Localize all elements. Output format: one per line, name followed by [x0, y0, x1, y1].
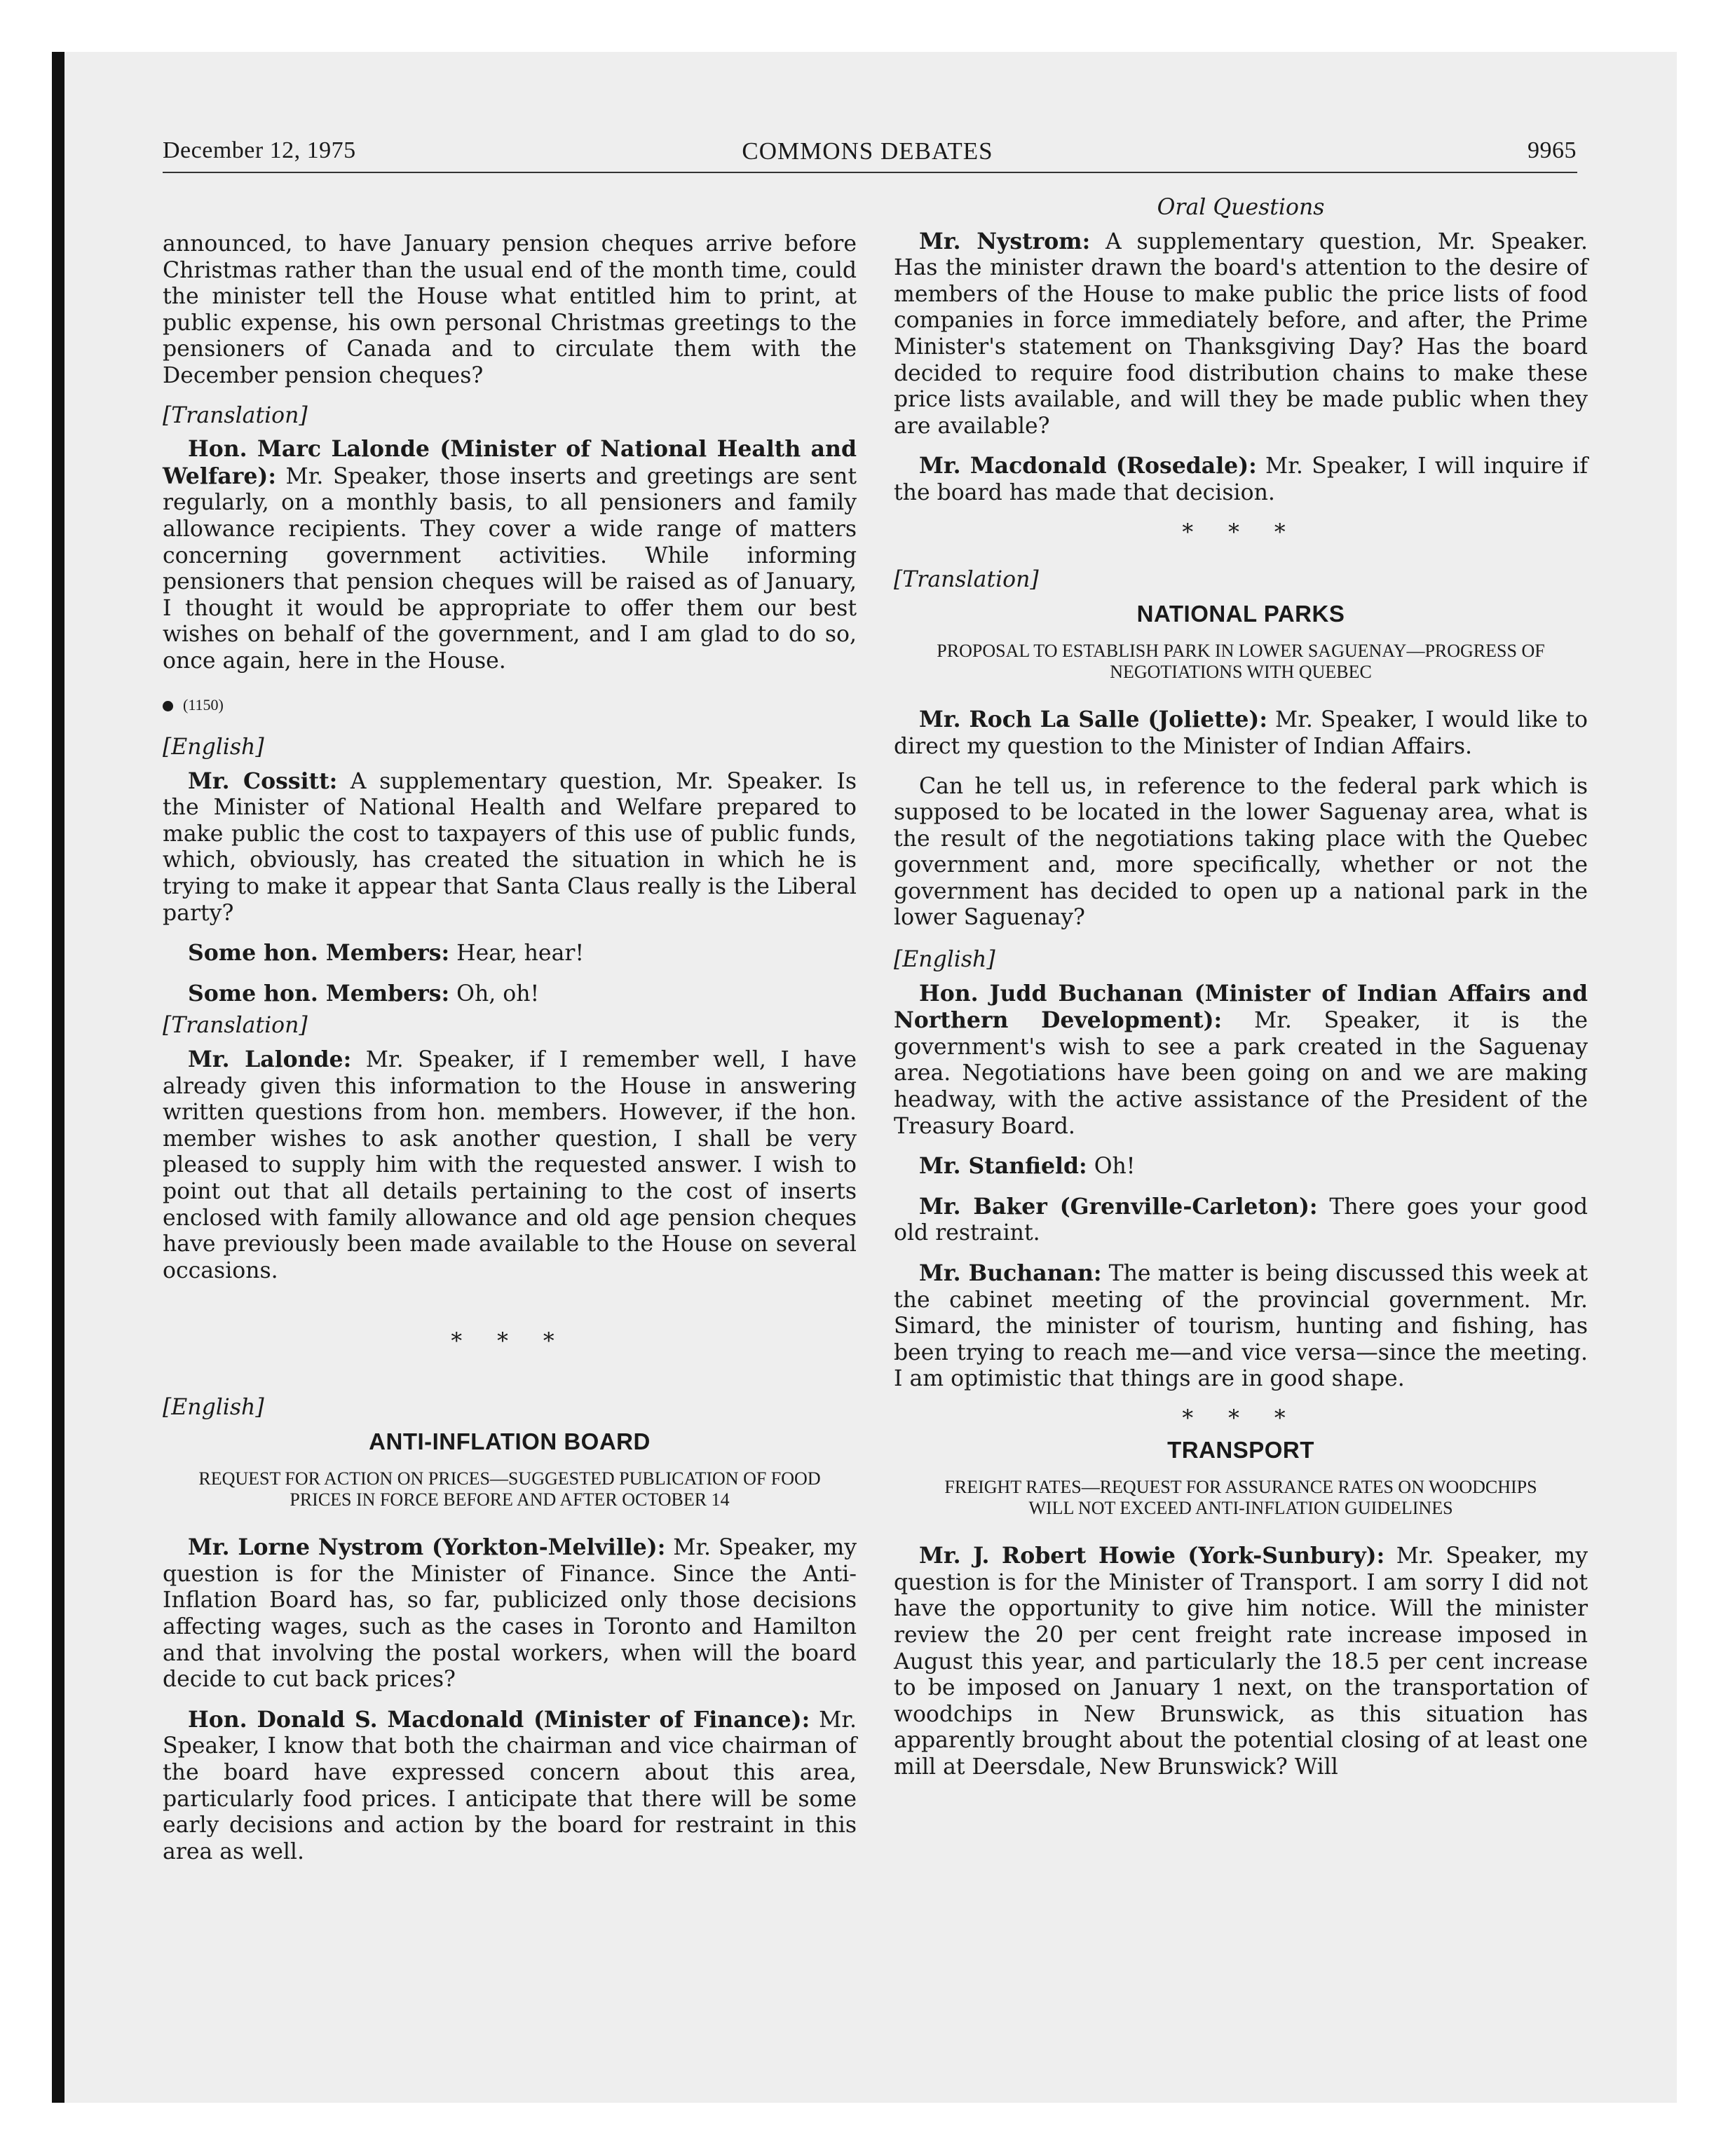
paragraph — [894, 453, 1588, 506]
speech-text: Mr. Speaker, those inserts and greetings are sent regularly, on a monthly basis, to all pensioners and family allowance recipients. They cover a wide range of matters concerning government activities. While informing pensioners that pension cheques will be raised as of January, I thought it would be appropriate to offer them our best wishes on behalf of the government, and I am glad to do so, once again, here in the House. — [163, 463, 857, 674]
paragraph: Can he tell us, in reference to the federal park which is supposed to be located in the lower Saguenay area, what is the result of the negotiations taking place with the Quebec government and, more specifically, whether or not the government has decided to open up a national park in the lower Saguenay? — [894, 773, 1588, 931]
time-marker — [163, 692, 857, 718]
speaker-name: Mr. J. Robert Howie (York-Sunbury): — [919, 1543, 1385, 1569]
paragraph — [163, 436, 857, 674]
time-marker-text: (1150) — [183, 695, 224, 714]
section-title: NATIONAL PARKS — [1136, 600, 1345, 627]
speech-text: Mr. Speaker, I know that both the chairman and vice chairman of the board have expressed concern about this area, particularly food prices. I anticipate that there will be some early decisions and action by the board for restraint in this area as well. — [163, 1707, 857, 1864]
section-subtitle: PROPOSAL TO ESTABLISH PARK IN LOWER SAGUENAY—PROGRESS OF NEGOTIATIONS WITH QUEBEC — [937, 641, 1545, 683]
paragraph — [163, 1707, 857, 1866]
bullet-icon — [163, 701, 173, 711]
section-separator: * * * — [451, 1329, 569, 1355]
section-subtitle: FREIGHT RATES—REQUEST FOR ASSURANCE RATES ON WOODCHIPS WILL NOT EXCEED ANTI-INFLATION GUIDELINES — [944, 1477, 1537, 1519]
language-marker: [Translation] — [163, 402, 308, 428]
paragraph — [894, 981, 1588, 1140]
speech-text: A supplementary question, Mr. Speaker. Is the Minister of National Health and Welfare prepared to make public the cost to taxpayers of this use of public funds, which, obviously, has created the situation in which he is trying to make it appear that Santa Claus really is the Liberal party? — [163, 768, 857, 926]
paragraph — [163, 940, 857, 967]
speech-text: Mr. Speaker, I would like to direct my question to the Minister of Indian Affairs. — [894, 707, 1588, 759]
speaker-name: Mr. Roch La Salle (Joliette): — [919, 707, 1267, 733]
paragraph — [163, 768, 857, 927]
language-marker: [English] — [894, 947, 995, 973]
running-head: Oral Questions — [1157, 195, 1325, 220]
speech-text: There goes your good old restraint. — [894, 1194, 1588, 1246]
speaker-name: Some hon. Members: — [188, 980, 450, 1007]
speech-text: A supplementary question, Mr. Speaker. Has the minister drawn the board's attention to the desire of members of the House to make public the price lists of food companies in force immediately before, and after, the Prime Minister's statement on Thanksgiving Day? Has the board decided to require food distribution chains to make these price lists available, and will they be made public when they are available? — [894, 228, 1588, 439]
header-date: December 12, 1975 — [163, 137, 356, 163]
speaker-name: Some hon. Members: — [188, 940, 450, 967]
paragraph — [894, 228, 1588, 440]
speech-text: Mr. Speaker, my question is for the Minister of Finance. Since the Anti-Inflation Board has, so far, publicized only those decisions affecting wages, such as the cases in Toronto and Hamilton and that involving the postal workers, when will the board decide to cut back prices? — [163, 1535, 857, 1693]
section-title: TRANSPORT — [1167, 1436, 1314, 1463]
speech-text: Mr. Speaker, if I remember well, I have already given this information to the House in answering written questions from hon. members. However, if the hon. member wishes to ask another question, I shall be very pleased to supply him with the requested answer. I wish to point out that all details pertaining to the cost of inserts enclosed with family allowance and old age pension cheques have previously been made available to the House on several occasions. — [163, 1047, 857, 1283]
paragraph — [894, 707, 1588, 760]
header-page-number: 9965 — [1528, 137, 1577, 163]
speech-text: The matter is being discussed this week at the cabinet meeting of the provincial government. Mr. Simard, the minister of tourism, hunting and fishing, has been trying to reach me—and vice versa—since the meeting. I am optimistic that things are in good shape. — [894, 1261, 1588, 1392]
right-column — [894, 195, 1588, 1794]
speech-text: Oh, oh! — [449, 981, 540, 1007]
speech-text: Mr. Speaker, my question is for the Minister of Transport. I am sorry I did not have the opportunity to give him notice. Will the minister review the 20 per cent freight rate increase imposed in August this year, and particularly the 18.5 per cent increase to be imposed on January 1 next, on the transportation of woodchips in New Brunswick, as this situation has apparently brought about the potential closing of at least one mill at Deersdale, New Brunswick? Will — [894, 1543, 1588, 1780]
section-separator: * * * — [1182, 519, 1300, 545]
paragraph: announced, to have January pension cheques arrive before Christmas rather than the usual end of the month time, could the minister tell the House what entitled him to print, at public expense, his own personal Christmas greetings to the pensioners of Canada and to circulate them with the December pension cheques? — [163, 231, 857, 388]
left-column — [163, 195, 857, 1878]
speech-text: Mr. Speaker, it is the government's wish to see a park created in the Saguenay area. Negotiations have been going on and we are making headway, with the active assistance of the President of the Treasury Board. — [894, 1008, 1588, 1139]
section-title: ANTI-INFLATION BOARD — [369, 1428, 651, 1454]
section-separator: * * * — [1182, 1405, 1300, 1431]
paragraph — [163, 1046, 857, 1284]
speaker-name: Mr. Cossitt: — [188, 767, 338, 794]
header-rule — [163, 172, 1577, 173]
paragraph — [163, 1534, 857, 1693]
speaker-name: Mr. Lorne Nystrom (Yorkton-Melville): — [188, 1534, 666, 1561]
speaker-name: Hon. Judd Buchanan (Minister of Indian Affairs and Northern Development): — [894, 980, 1588, 1034]
paragraph — [894, 1194, 1588, 1247]
header-title: COMMONS DEBATES — [742, 137, 993, 165]
section-subtitle: REQUEST FOR ACTION ON PRICES—SUGGESTED PUBLICATION OF FOOD PRICES IN FORCE BEFORE AND AFTER OCTOBER 14 — [198, 1468, 821, 1510]
paragraph — [894, 1543, 1588, 1780]
language-marker: [Translation] — [894, 567, 1039, 593]
speaker-name: Mr. Lalonde: — [188, 1046, 352, 1073]
speaker-name: Hon. Donald S. Macdonald (Minister of Finance): — [188, 1706, 810, 1733]
speech-text: Mr. Speaker, I will inquire if the board has made that decision. — [894, 453, 1588, 505]
speaker-name: Mr. Buchanan: — [919, 1260, 1102, 1286]
speaker-name: Hon. Marc Lalonde (Minister of National Health and Welfare): — [163, 436, 857, 489]
speaker-name: Mr. Nystrom: — [919, 228, 1091, 254]
language-marker: [English] — [163, 1394, 264, 1420]
speaker-name: Mr. Stanfield: — [919, 1153, 1087, 1180]
speech-text: Hear, hear! — [449, 941, 585, 967]
speech-text: Oh! — [1087, 1154, 1136, 1180]
paragraph — [894, 1153, 1588, 1180]
language-marker: [Translation] — [163, 1013, 308, 1039]
speaker-name: Mr. Macdonald (Rosedale): — [919, 453, 1257, 479]
paragraph — [163, 981, 857, 1008]
paragraph — [894, 1260, 1588, 1393]
speaker-name: Mr. Baker (Grenville-Carleton): — [919, 1193, 1318, 1220]
language-marker: [English] — [163, 735, 264, 760]
